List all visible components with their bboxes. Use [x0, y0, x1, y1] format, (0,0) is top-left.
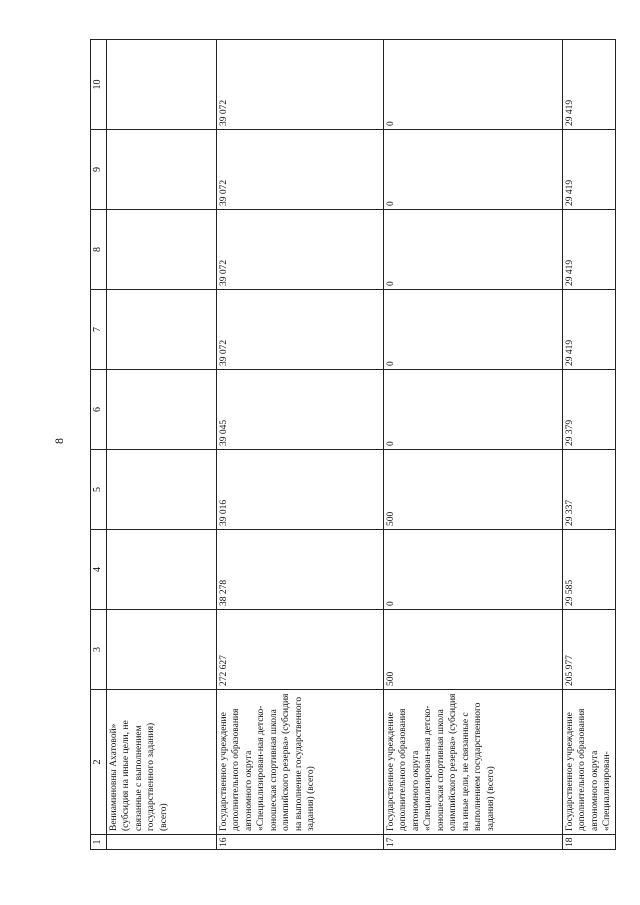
recipient-name: Вениаминовны Ахатовой» (субсидия на иные цели, не связанные с выполнением государственного задания) (всего): [106, 690, 216, 835]
value-cell: 29 337: [562, 450, 615, 530]
header-row: [91, 40, 107, 850]
value-cell: 0: [383, 40, 562, 130]
value-cell: [106, 450, 216, 530]
value-cell: 0: [383, 530, 562, 610]
value-cell: [106, 370, 216, 450]
header-cell: 6: [91, 370, 107, 450]
value-cell: 500: [383, 450, 562, 530]
value-cell: 0: [383, 290, 562, 370]
value-cell: 39 072: [216, 130, 383, 210]
recipient-name: Государственное учреждение дополнительного образования автономного округа «Специализирован-ная детско-юношеская спортивная школа олимпийского резерва» (субсидия на выполнение государственного задания) (всего): [216, 690, 383, 835]
header-cell: 2: [91, 690, 107, 835]
header-cell: 8: [91, 210, 107, 290]
value-cell: [106, 40, 216, 130]
value-cell: 39 072: [216, 210, 383, 290]
header-cell: 4: [91, 530, 107, 610]
recipient-name: Государственное учреждение дополнительного образования автономного округа «Специализирован-ная детско-юношеская спортивная школа олимпийского резерва» (субсидия на иные цели, не связанные с выполнением государственного задания) (всего): [383, 690, 562, 835]
row-number: 17: [383, 835, 562, 850]
header-cell: 9: [91, 130, 107, 210]
rotated-table-wrapper: [90, 40, 612, 850]
value-cell: 29 419: [562, 210, 615, 290]
header-cell: 3: [91, 610, 107, 690]
value-cell: [106, 210, 216, 290]
value-cell: [106, 530, 216, 610]
table-row: [383, 40, 562, 850]
header-cell: 7: [91, 290, 107, 370]
value-cell: 29 419: [562, 40, 615, 130]
value-cell: 500: [383, 610, 562, 690]
header-cell: 10: [91, 40, 107, 130]
table-row: [216, 40, 383, 850]
header-cell: 5: [91, 450, 107, 530]
value-cell: [106, 610, 216, 690]
value-cell: 272 627: [216, 610, 383, 690]
value-cell: 29 419: [562, 130, 615, 210]
table-row: [106, 40, 216, 850]
value-cell: 39 072: [216, 290, 383, 370]
value-cell: 0: [383, 130, 562, 210]
recipient-name: Государственное учреждение дополнительного образования автономного округа «Специализирован-: [562, 690, 615, 835]
value-cell: 29 419: [562, 290, 615, 370]
value-cell: 38 278: [216, 530, 383, 610]
header-cell: 1: [91, 835, 107, 850]
row-number: 18: [562, 835, 615, 850]
value-cell: 39 045: [216, 370, 383, 450]
row-number: [106, 835, 216, 850]
value-cell: 39 016: [216, 450, 383, 530]
row-number: 16: [216, 835, 383, 850]
page-number: 8: [52, 438, 66, 444]
budget-table: [90, 39, 616, 850]
value-cell: 205 977: [562, 610, 615, 690]
value-cell: 0: [383, 210, 562, 290]
value-cell: [106, 290, 216, 370]
value-cell: 0: [383, 370, 562, 450]
table-row: [562, 40, 615, 850]
value-cell: 39 072: [216, 40, 383, 130]
value-cell: 29 379: [562, 370, 615, 450]
value-cell: [106, 130, 216, 210]
value-cell: 29 585: [562, 530, 615, 610]
